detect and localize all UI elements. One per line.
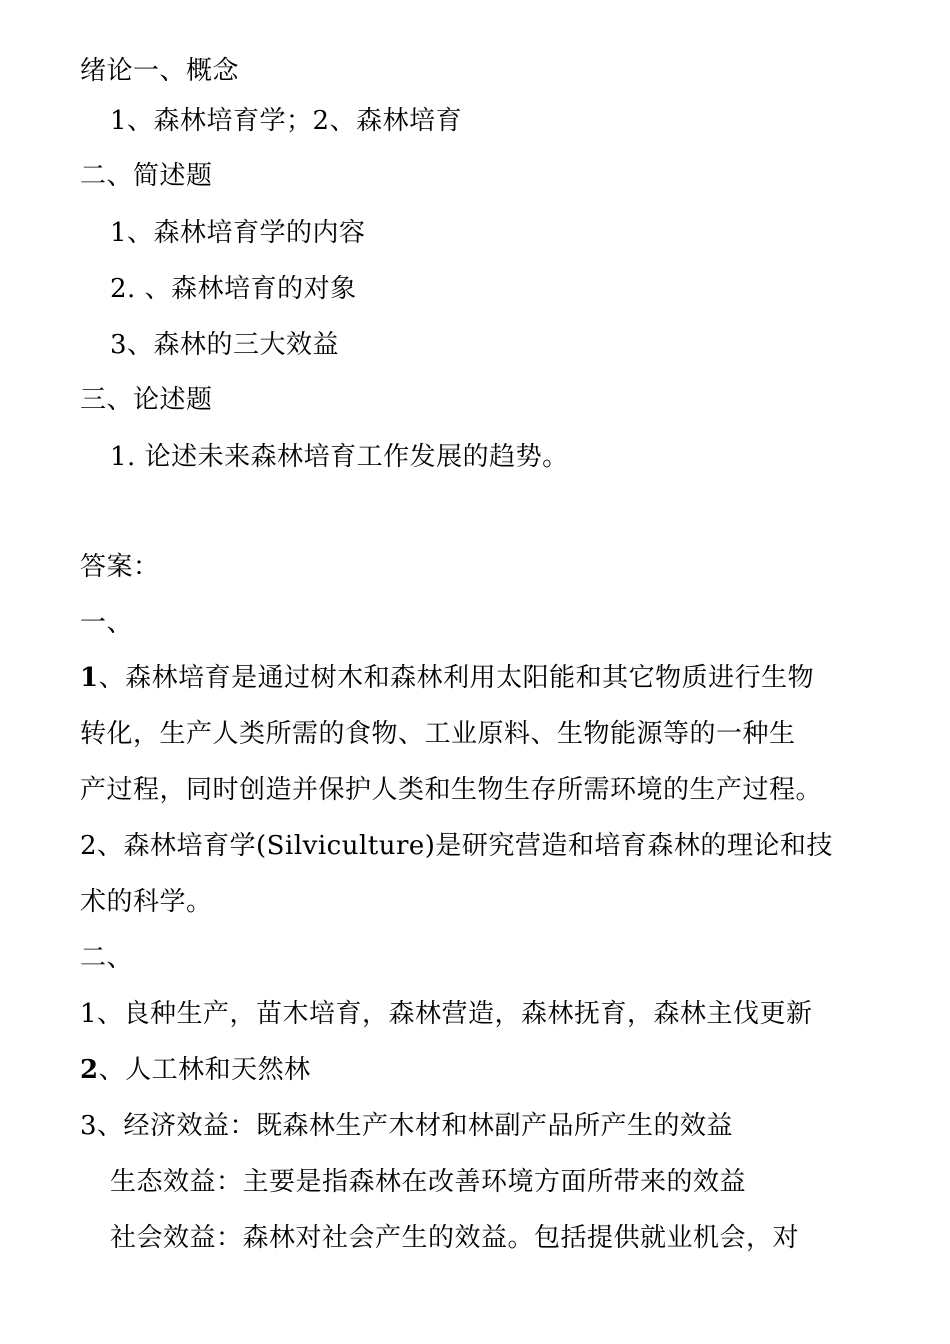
answers-part1-item1-line3: 产过程，同时创造并保护人类和生物生存所需环境的生产过程。: [80, 775, 823, 805]
answers-part1-item1-line1: [80, 661, 814, 695]
answers-part2-item3-social: 社会效益：森林对社会产生的效益。包括提供就业机会，对: [110, 1223, 800, 1253]
answers-part2-item3-eco: 生态效益：主要是指森林在改善环境方面所带来的效益: [110, 1167, 747, 1197]
answers-part2-item2: [80, 1053, 311, 1087]
item-number: 2: [80, 1055, 99, 1085]
section2-item-2: 2. 、森林培育的对象: [110, 274, 357, 304]
item-text: 、人工林和天然林: [98, 1055, 311, 1085]
item-number: 1: [80, 663, 99, 693]
answers-part1-item2-line1: 2、森林培育学(Silviculture)是研究营造和培育森林的理论和技: [80, 831, 833, 861]
section2-item-3: 3、森林的三大效益: [110, 330, 340, 360]
answers-heading: 答案：: [80, 552, 160, 582]
answers-part2-label: 二、: [80, 943, 134, 973]
section2-title: 二、简述题: [80, 161, 213, 191]
section3-item: 1. 论述未来森林培育工作发展的趋势。: [110, 442, 569, 472]
section2-item-1: 1、森林培育学的内容: [110, 218, 366, 248]
item-text: 、森林培育是通过树木和森林利用太阳能和其它物质进行生物: [98, 663, 815, 693]
answers-part1-item2-line2: 术的科学。: [80, 887, 213, 917]
section3-title: 三、论述题: [80, 385, 213, 415]
answers-part1-item1-line2: 转化，生产人类所需的食物、工业原料、生物能源等的一种生: [80, 719, 796, 749]
section1-title: 绪论一、概念: [80, 56, 240, 86]
answers-part1-label: 一、: [80, 608, 134, 638]
answers-part2-item3: 3、经济效益：既森林生产木材和林副产品所产生的效益: [80, 1111, 734, 1141]
section1-item: 1、森林培育学；2、森林培育: [110, 106, 463, 136]
answers-part2-item1: 1、良种生产，苗木培育，森林营造，森林抚育，森林主伐更新: [80, 999, 813, 1029]
